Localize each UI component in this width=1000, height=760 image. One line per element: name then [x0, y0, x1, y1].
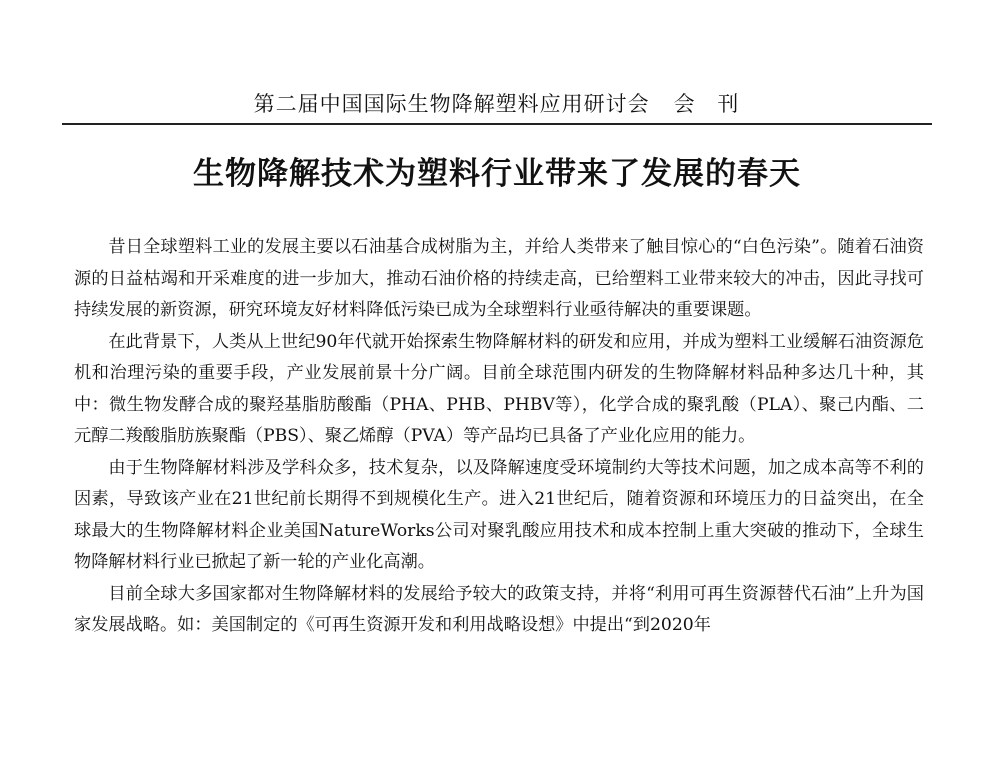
paragraph-2: 在此背景下，人类从上世纪90年代就开始探索生物降解材料的研发和应用，并成为塑料工业缓解石油资源危机和治理污染的重要手段，产业发展前景十分广阔。目前全球范围内研发的生物降解材料品种多达几十种，其中：微生物发酵合成的聚羟基脂肪酸酯（PHA、PHB、PHBV等），化学合成的聚乳酸（PLA）、聚己内酯、二元醇二羧酸脂肪族聚酯（PBS）、聚乙烯醇（PVA）等产品均已具备了产业化应用的能力。 — [74, 331, 924, 446]
header-rule — [62, 123, 932, 125]
running-header — [70, 88, 930, 118]
article-title: 生物降解技术为塑料行业带来了发展的春天 — [193, 156, 801, 192]
article-body — [74, 232, 924, 642]
paragraph-1: 昔日全球塑料工业的发展主要以石油基合成树脂为主，并给人类带来了触目惊心的“白色污染”。随着石油资源的日益枯竭和开采难度的进一步加大，推动石油价格的持续走高，已给塑料工业带来较大的冲击，因此寻找可持续发展的新资源，研究环境友好材料降低污染已成为全球塑料行业亟待解决的重要课题。 — [74, 237, 924, 320]
paragraph-4: 目前全球大多国家都对生物降解材料的发展给予较大的政策支持，并将“利用可再生资源替代石油”上升为国家发展战略。如：美国制定的《可再生资源开发和利用战略设想》中提出“到2020年 — [74, 583, 924, 635]
journal-suffix: 会 刊 — [673, 92, 747, 116]
journal-title: 第二届中国国际生物降解塑料应用研讨会 — [253, 92, 650, 116]
paragraph-3: 由于生物降解材料涉及学科众多，技术复杂，以及降解速度受环境制约大等技术问题，加之成本高等不利的因素，导致该产业在21世纪前长期得不到规模化生产。进入21世纪后，随着资源和环境压力的日益突出，在全球最大的生物降解材料企业美国NatureWorks公司对聚乳酸应用技术和成本控制上重大突破的推动下，全球生物降解材料行业已掀起了新一轮的产业化高潮。 — [74, 457, 924, 572]
